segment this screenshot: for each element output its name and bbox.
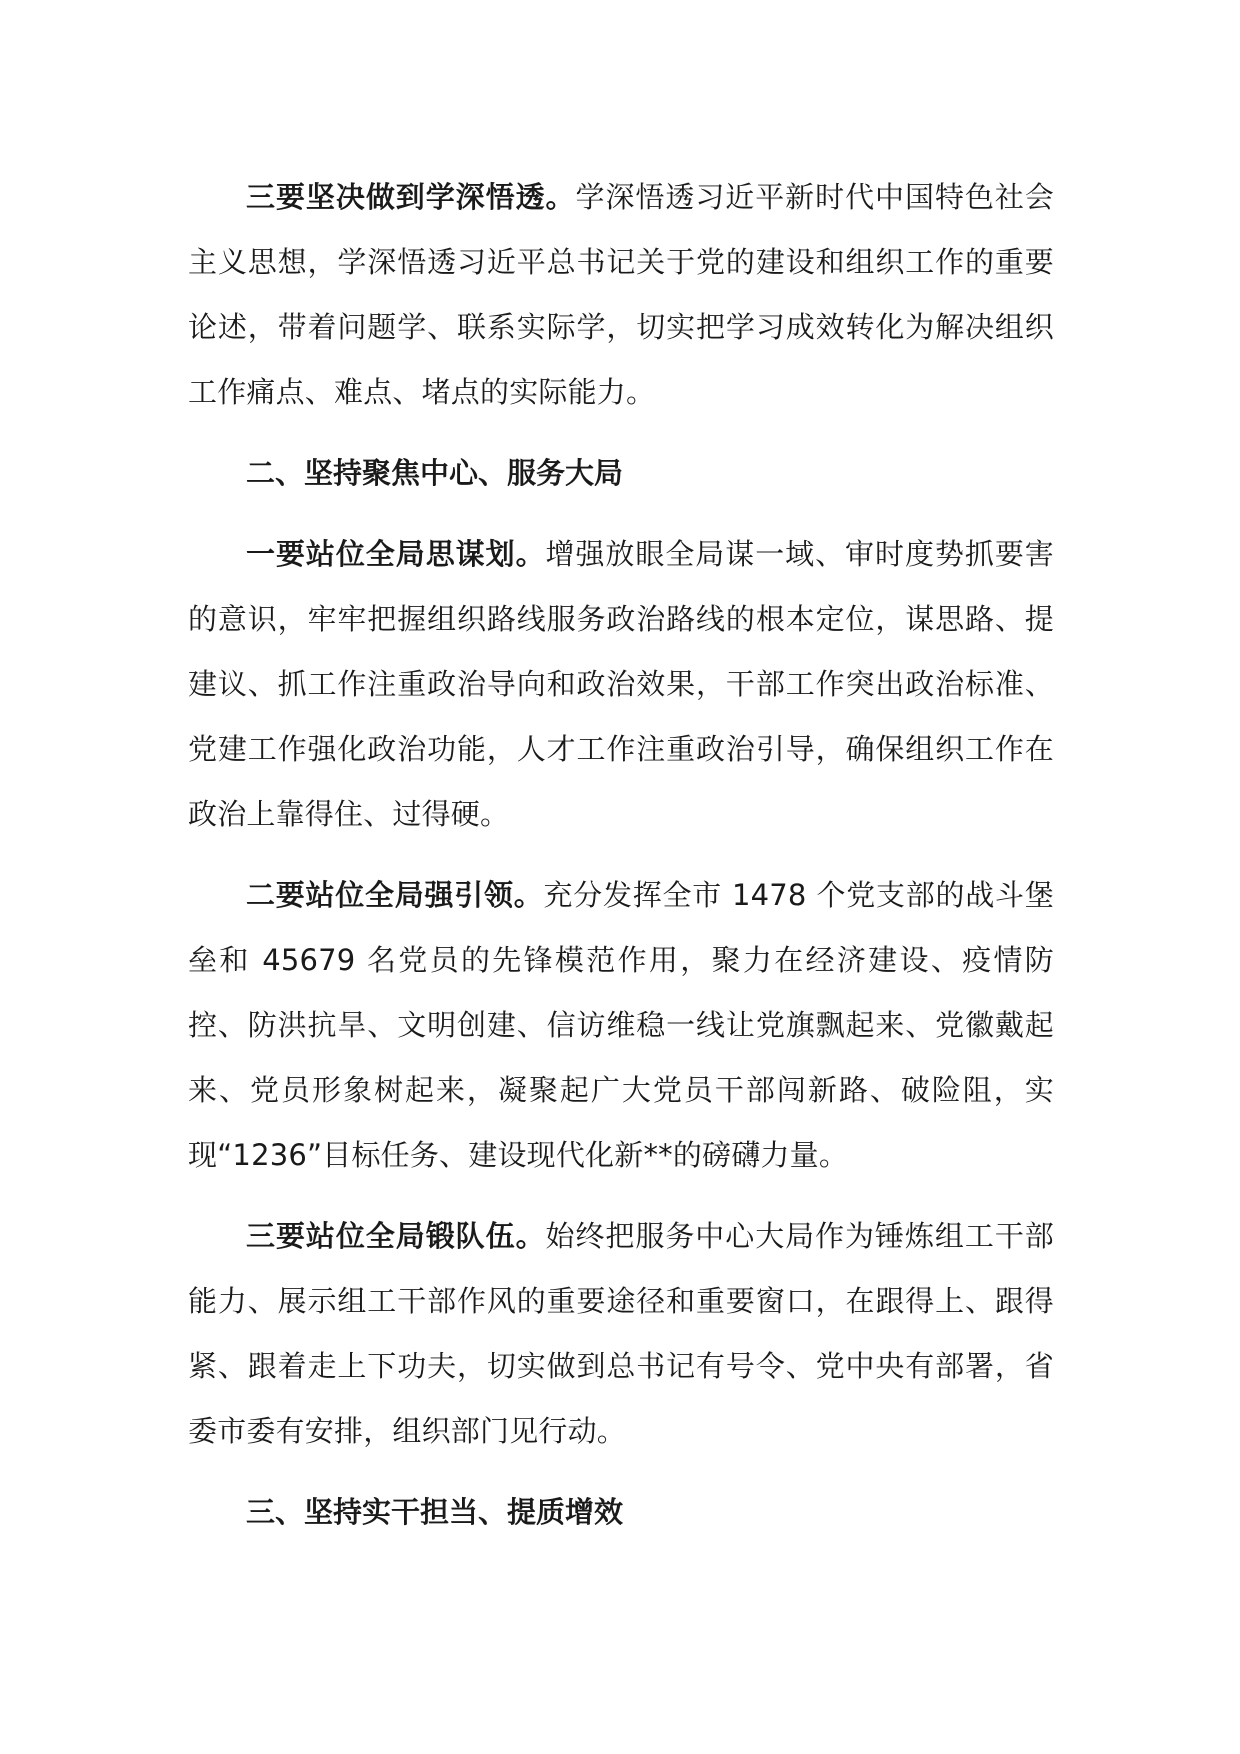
paragraph-overall-leading [188, 863, 1054, 1188]
paragraph-study-deeply [188, 165, 1054, 425]
paragraph-lead: 三要坚决做到学深悟透。 [246, 180, 576, 214]
paragraph-body: 始终把服务中心大局作为锤炼组工干部能力、展示组工干部作风的重要途径和重要窗口，在跟得上、跟得紧、跟着走上下功夫，切实做到总书记有号令、党中央有部署，省委市委有安排，组织部门见行动。 [188, 1219, 1054, 1448]
paragraph-overall-planning [188, 522, 1054, 847]
paragraph-lead: 三要站位全局锻队伍。 [246, 1219, 546, 1253]
paragraph-lead: 一要站位全局思谋划。 [246, 537, 546, 571]
paragraph-overall-team [188, 1204, 1054, 1464]
paragraph-body: 增强放眼全局谋一域、审时度势抓要害的意识，牢牢把握组织路线服务政治路线的根本定位，谋思路、提建议、抓工作注重政治导向和政治效果，干部工作突出政治标准、党建工作强化政治功能，人才工作注重政治引导，确保组织工作在政治上靠得住、过得硬。 [188, 537, 1054, 831]
section-heading-2: 二、坚持聚焦中心、服务大局 [246, 456, 624, 490]
paragraph-body: 学深悟透习近平新时代中国特色社会主义思想，学深悟透习近平总书记关于党的建设和组织工作的重要论述，带着问题学、联系实际学，切实把学习成效转化为解决组织工作痛点、难点、堵点的实际能力。 [188, 180, 1055, 409]
document-page [188, 165, 1054, 1561]
paragraph-lead: 二要站位全局强引领。 [246, 878, 544, 912]
section-heading-3: 三、坚持实干担当、提质增效 [246, 1495, 624, 1529]
paragraph-body: 充分发挥全市 1478 个党支部的战斗堡垒和 45679 名党员的先锋模范作用，聚力在经济建设、疫情防控、防洪抗旱、文明创建、信访维稳一线让党旗飘起来、党徽戴起来、党员形象树起来，凝聚起广大党员干部闯新路、破险阻，实现“1236”目标任务、建设现代化新**的磅礴力量。 [188, 878, 1054, 1172]
